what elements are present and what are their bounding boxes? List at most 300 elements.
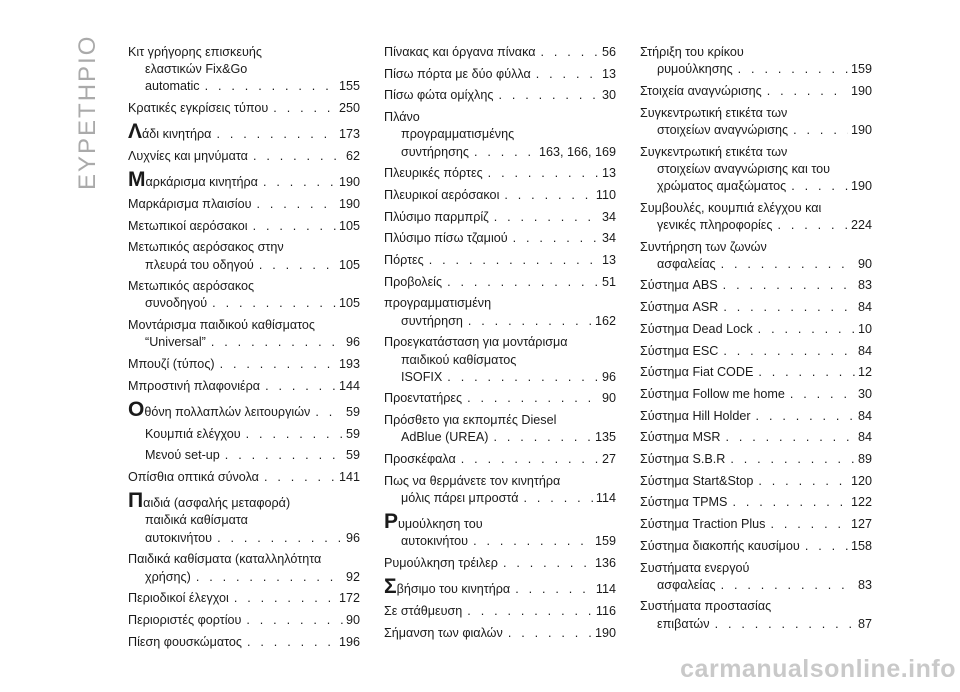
page-number: 59	[345, 448, 360, 463]
dot-leader	[259, 469, 336, 486]
entry-last-line	[384, 555, 616, 572]
entry-term: Σύστημα Dead Lock	[640, 321, 753, 336]
section-initial: Ρ	[384, 513, 399, 534]
entry-text	[128, 397, 311, 421]
entry-text	[128, 168, 258, 192]
entry-line	[640, 105, 872, 122]
page-number: 51	[601, 274, 616, 289]
index-entry	[128, 551, 360, 585]
entry-last-line	[640, 429, 872, 446]
entry-term: αιδιά (ασφαλής μεταφορά)	[143, 496, 291, 511]
index-entry	[384, 390, 616, 407]
entry-text	[640, 386, 785, 403]
page-number: 159	[850, 62, 872, 77]
entry-text	[640, 516, 765, 533]
index-entry	[384, 230, 616, 247]
index-entry	[640, 451, 872, 468]
page-number: 90	[601, 391, 616, 406]
entry-last-line	[384, 603, 616, 620]
page-number: 12	[857, 365, 872, 380]
index-entry	[128, 378, 360, 395]
entry-last-line	[384, 165, 616, 182]
entry-term: Μετωπικοί αερόσακοι	[128, 218, 248, 233]
entry-term: συντήρησης	[401, 144, 469, 159]
dot-leader	[508, 230, 599, 247]
index-entry	[128, 590, 360, 607]
page-number: 84	[857, 430, 872, 445]
entry-term: Οπίσθια οπτικά σύνολα	[128, 470, 259, 485]
entry-text	[640, 321, 753, 338]
index-entry	[384, 625, 616, 642]
entry-term: Προεντατήρες	[384, 391, 463, 406]
entry-term: Πλάνο	[384, 110, 420, 125]
entry-term: Προβολείς	[384, 274, 443, 289]
page-number: 190	[850, 122, 872, 137]
entry-last-line	[128, 148, 360, 165]
entry-line	[384, 109, 616, 126]
entry-last-line	[384, 575, 616, 599]
dot-leader	[241, 612, 343, 629]
entry-term: Μαρκάρισμα πλαισίου	[128, 196, 252, 211]
dot-leader	[536, 44, 599, 61]
section-initial: Π	[128, 492, 144, 513]
entry-term: Πως να θερμάνετε τον κινητήρα	[384, 473, 561, 488]
entry-term: γενικές πληροφορίες	[657, 217, 773, 232]
page-number: 196	[338, 634, 360, 649]
dot-leader	[229, 590, 336, 607]
index-entry	[640, 44, 872, 78]
entry-text	[657, 577, 716, 594]
entry-last-line	[128, 218, 360, 235]
entry-term: χρήσης)	[145, 569, 191, 584]
entry-term: Συστήματα ενεργού	[640, 560, 750, 575]
index-entry	[640, 83, 872, 100]
entry-line	[640, 598, 872, 615]
page-number: 136	[594, 556, 616, 571]
page-number: 13	[601, 66, 616, 81]
entry-term: αρκάρισμα κινητήρα	[145, 175, 258, 190]
entry-text	[145, 78, 200, 95]
entry-term: αυτοκινήτου	[145, 530, 213, 545]
entry-line	[128, 61, 360, 78]
entry-last-line	[128, 78, 360, 95]
entry-text	[384, 575, 511, 599]
entry-term: πλευρά του οδηγού	[145, 257, 254, 272]
index-entry	[128, 492, 360, 547]
index-entry	[640, 277, 872, 294]
entry-term: Πλύσιμο πίσω τζαμιού	[384, 231, 508, 246]
entry-text	[640, 83, 762, 100]
entry-last-line	[128, 590, 360, 607]
entry-text	[640, 277, 718, 294]
entry-last-line	[128, 120, 360, 144]
section-tab	[72, 34, 102, 190]
entry-line	[640, 144, 872, 161]
page-number: 13	[601, 166, 616, 181]
index-entry	[384, 209, 616, 226]
page-number: 172	[338, 591, 360, 606]
dot-leader	[258, 174, 336, 191]
index-entry	[640, 144, 872, 196]
page-number: 163, 166, 169	[538, 144, 616, 159]
entry-term: προγραμματισμένη	[384, 296, 492, 311]
dot-leader	[211, 126, 336, 143]
page-number: 34	[601, 231, 616, 246]
index-entry	[128, 634, 360, 651]
page-number: 162	[594, 313, 616, 328]
page-number: 10	[857, 321, 872, 336]
index-entry	[384, 109, 616, 161]
entry-line	[640, 44, 872, 61]
index-entry	[640, 560, 872, 594]
entry-text	[640, 364, 753, 381]
index-entry	[128, 317, 360, 351]
index-entry	[384, 513, 616, 550]
index-entry	[640, 494, 872, 511]
entry-text	[128, 100, 268, 117]
entry-text	[128, 590, 229, 607]
dot-leader	[718, 277, 855, 294]
dot-leader	[727, 494, 848, 511]
entry-text	[128, 469, 259, 486]
entry-term: Πλευρικοί αερόσακοι	[384, 187, 500, 202]
entry-last-line	[128, 168, 360, 192]
page-number: 96	[345, 335, 360, 350]
entry-line	[128, 551, 360, 568]
dot-leader	[531, 66, 599, 83]
page-number: 155	[338, 79, 360, 94]
entry-last-line	[128, 634, 360, 651]
entry-text	[384, 603, 462, 620]
entry-last-line	[640, 343, 872, 360]
section-tab-label: ΕΥΡΕΤΗΡΙΟ	[74, 34, 101, 190]
index-entry	[384, 187, 616, 204]
entry-last-line	[640, 473, 872, 490]
dot-leader	[772, 217, 848, 234]
entry-term: στοιχείων αναγνώρισης και του	[657, 161, 831, 176]
index-entry	[640, 473, 872, 490]
index-entry	[128, 397, 360, 421]
page-number: 89	[857, 452, 872, 467]
page-number: 193	[338, 357, 360, 372]
dot-leader	[762, 83, 848, 100]
index-entry	[384, 66, 616, 83]
entry-last-line	[640, 364, 872, 381]
entry-text	[128, 148, 248, 165]
entry-line	[384, 473, 616, 490]
entry-last-line	[128, 530, 360, 547]
entry-term: υμούλκηση του	[398, 517, 483, 532]
index-entry	[384, 44, 616, 61]
entry-last-line	[640, 61, 872, 78]
index-entry	[384, 451, 616, 468]
entry-term: Περιοριστές φορτίου	[128, 612, 242, 627]
index-entry	[640, 408, 872, 425]
page-number: 92	[345, 569, 360, 584]
entry-term: Πρόσθετο για εκπομπές Diesel	[384, 413, 557, 428]
entry-text	[640, 494, 727, 511]
dot-leader	[241, 426, 343, 443]
entry-last-line	[128, 397, 360, 421]
index-entry	[384, 473, 616, 507]
page-number: 144	[338, 378, 360, 393]
entry-text	[145, 295, 207, 312]
entry-last-line	[384, 230, 616, 247]
page-number: 96	[601, 369, 616, 384]
page-number: 30	[857, 386, 872, 401]
entry-term: Μετωπικός αερόσακος στην	[128, 240, 284, 255]
entry-text	[401, 490, 519, 507]
entry-text	[384, 209, 489, 226]
entry-term: Κουμπιά ελέγχου	[145, 426, 241, 441]
entry-last-line	[640, 494, 872, 511]
section-initial: Λ	[128, 120, 143, 144]
entry-term: Σύστημα S.B.R	[640, 452, 726, 467]
entry-text	[384, 451, 456, 468]
entry-term: Σύστημα ESC	[640, 343, 719, 358]
entry-term: χρώματος αμαξώματος	[657, 178, 787, 193]
entry-term: Σύστημα Start&Stop	[640, 473, 754, 488]
entry-text	[384, 44, 536, 61]
entry-term: Συστήματα προστασίας	[640, 599, 772, 614]
entry-term: Σύστημα ABS	[640, 278, 718, 293]
entry-term: Σύστημα Follow me home	[640, 386, 785, 401]
entry-text	[384, 555, 498, 572]
entry-text	[145, 426, 241, 443]
index-entry	[640, 516, 872, 533]
entry-term: Ρυμούλκηση τρέιλερ	[384, 556, 498, 571]
index-entry	[128, 100, 360, 117]
entry-term: παιδικού καθίσματος	[401, 352, 517, 367]
index-entry	[640, 386, 872, 403]
dot-leader	[489, 209, 599, 226]
section-initial: Ο	[128, 397, 145, 421]
index-entry	[128, 239, 360, 273]
page-number: 27	[601, 452, 616, 467]
index-entry	[384, 87, 616, 104]
page-number: 56	[601, 45, 616, 59]
entry-last-line	[128, 100, 360, 117]
entry-text	[384, 230, 508, 247]
dot-leader	[260, 378, 336, 395]
page-number: 190	[850, 83, 872, 98]
section-initial: Σ	[384, 575, 397, 599]
page-number: 110	[595, 187, 616, 202]
entry-text	[384, 252, 424, 269]
entry-term: Μενού set-up	[145, 448, 220, 463]
entry-term: Κρατικές εγκρίσεις τύπου	[128, 101, 269, 116]
entry-line	[384, 412, 616, 429]
entry-last-line	[640, 577, 872, 594]
entry-last-line	[384, 390, 616, 407]
index-entry	[384, 274, 616, 291]
entry-term: AdBlue (UREA)	[401, 430, 489, 445]
entry-last-line	[640, 277, 872, 294]
entry-last-line	[384, 533, 616, 550]
entry-last-line	[640, 256, 872, 273]
entry-last-line	[128, 469, 360, 486]
watermark: carmanualsonline.info	[680, 655, 956, 683]
page-number: 62	[345, 149, 360, 164]
entry-text	[145, 447, 220, 464]
entry-last-line	[384, 274, 616, 291]
entry-term: συνοδηγού	[145, 296, 208, 311]
page-number: 158	[850, 538, 872, 553]
page-number: 84	[857, 343, 872, 358]
dot-leader	[753, 473, 848, 490]
page-number: 105	[338, 296, 360, 311]
page-number: 90	[857, 256, 872, 271]
index-entry	[128, 469, 360, 486]
entry-term: Μετωπικός αερόσακος	[128, 279, 255, 294]
dot-leader	[519, 490, 593, 507]
entry-text	[128, 634, 242, 651]
page-number: 84	[857, 300, 872, 315]
entry-last-line	[384, 44, 616, 61]
entry-term: προγραμματισμένης	[401, 127, 515, 142]
dot-leader	[720, 429, 855, 446]
page-number: 141	[338, 470, 360, 485]
entry-term: θόνη πολλαπλών λειτουργιών	[144, 404, 311, 419]
entry-term: Πίσω φώτα ομίχλης	[384, 88, 494, 103]
page-number: 13	[601, 253, 616, 268]
entry-text	[384, 87, 493, 104]
dot-leader	[268, 100, 336, 117]
page-number: 122	[850, 495, 872, 510]
entry-last-line	[640, 217, 872, 234]
entry-term: ασφαλείας	[657, 256, 716, 271]
entry-text	[401, 429, 489, 446]
index-entry	[384, 295, 616, 329]
index-entry	[384, 603, 616, 620]
entry-text	[401, 144, 469, 161]
entry-term: Μπροστινή πλαφονιέρα	[128, 378, 261, 393]
entry-text	[657, 256, 716, 273]
index-entry	[384, 555, 616, 572]
index-entry	[128, 196, 360, 213]
index-entry	[128, 612, 360, 629]
entry-last-line	[384, 429, 616, 446]
page-number: 105	[338, 218, 360, 233]
index-entry	[128, 218, 360, 235]
entry-last-line	[640, 83, 872, 100]
index-entry	[128, 278, 360, 312]
dot-leader	[503, 625, 592, 642]
entry-term: Σε στάθμευση	[384, 603, 463, 618]
dot-leader	[206, 334, 343, 351]
entry-last-line	[640, 616, 872, 633]
index-entry	[640, 239, 872, 273]
index-column-2	[384, 44, 616, 646]
page-number: 87	[857, 616, 872, 631]
entry-text	[384, 625, 503, 642]
entry-text	[384, 165, 483, 182]
index-entry	[128, 426, 360, 443]
entry-term: Πλευρικές πόρτες	[384, 166, 483, 181]
entry-line	[128, 512, 360, 529]
entry-text	[401, 313, 463, 330]
entry-last-line	[384, 313, 616, 330]
dot-leader	[212, 530, 343, 547]
entry-term: Σύστημα MSR	[640, 430, 721, 445]
entry-term: Παιδικά καθίσματα (καταλληλότητα	[128, 552, 322, 567]
index-entry	[128, 120, 360, 144]
entry-term: Συμβουλές, κουμπιά ελέγχου και	[640, 200, 822, 215]
dot-leader	[498, 555, 592, 572]
entry-line	[384, 334, 616, 351]
entry-term: Συντήρηση των ζωνών	[640, 239, 767, 254]
entry-last-line	[384, 369, 616, 386]
entry-last-line	[128, 612, 360, 629]
entry-term: Πλύσιμο παρμπρίζ	[384, 209, 489, 224]
entry-term: παιδικά καθίσματα	[145, 513, 248, 528]
entry-text	[128, 120, 212, 144]
index-entry	[128, 44, 360, 96]
page-number: 96	[345, 530, 360, 545]
index-entry	[640, 105, 872, 139]
dot-leader	[248, 148, 343, 165]
entry-last-line	[384, 252, 616, 269]
entry-last-line	[128, 447, 360, 464]
entry-term: επιβατών	[657, 616, 710, 631]
entry-text	[401, 369, 442, 386]
dot-leader	[800, 538, 848, 555]
dot-leader	[489, 429, 592, 446]
entry-last-line	[128, 356, 360, 373]
entry-text	[640, 408, 751, 425]
entry-text	[401, 533, 468, 550]
dot-leader	[310, 404, 343, 421]
dot-leader	[785, 386, 855, 403]
entry-last-line	[640, 451, 872, 468]
entry-last-line	[384, 144, 616, 161]
entry-text	[657, 217, 772, 234]
entry-text	[145, 530, 212, 547]
entry-term: Συγκεντρωτική ετικέτα των	[640, 144, 788, 159]
entry-line	[640, 200, 872, 217]
page-number: 59	[345, 404, 360, 419]
entry-term: Προεγκατάσταση για μοντάρισμα	[384, 335, 568, 350]
page-number: 120	[850, 473, 872, 488]
dot-leader	[442, 369, 599, 386]
entry-term: συντήρηση	[401, 313, 463, 328]
entry-line	[128, 317, 360, 334]
dot-leader	[788, 122, 848, 139]
dot-leader	[220, 447, 343, 464]
page-number: 34	[601, 209, 616, 224]
entry-last-line	[384, 490, 616, 507]
entry-text	[145, 569, 191, 586]
dot-leader	[207, 295, 336, 312]
page-number: 105	[338, 257, 360, 272]
entry-last-line	[128, 334, 360, 351]
dot-leader	[215, 356, 336, 373]
index-entry	[640, 364, 872, 381]
entry-term: βήσιμο του κινητήρα	[396, 582, 511, 597]
entry-text	[640, 299, 718, 316]
entry-term: αυτοκινήτου	[401, 534, 469, 549]
entry-term: στοιχείων αναγνώρισης	[657, 122, 789, 137]
index-entry	[640, 343, 872, 360]
dot-leader	[191, 569, 343, 586]
index-entry	[640, 200, 872, 234]
entry-term: Πίνακας και όργανα πίνακα	[384, 45, 536, 59]
entry-term: Μοντάρισμα παιδικού καθίσματος	[128, 318, 315, 333]
entry-last-line	[640, 386, 872, 403]
index-entry	[128, 356, 360, 373]
dot-leader	[462, 603, 593, 620]
dot-leader	[456, 451, 599, 468]
